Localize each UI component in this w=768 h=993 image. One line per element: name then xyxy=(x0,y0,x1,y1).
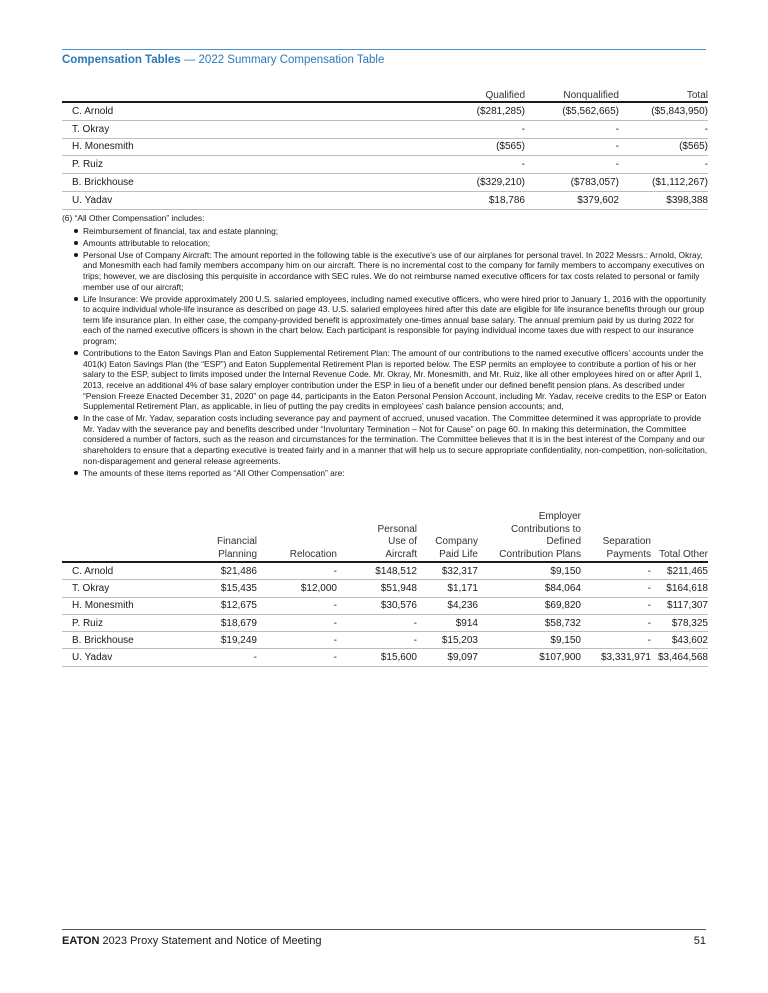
table-cell: ($5,562,665) xyxy=(525,102,619,120)
footer-rule xyxy=(62,929,706,930)
section-separator: — xyxy=(180,54,199,66)
bullet-icon xyxy=(74,253,78,257)
table-row xyxy=(62,102,708,120)
bullet-icon xyxy=(74,229,78,233)
table-cell: - xyxy=(581,580,651,597)
column-header: Financial Planning xyxy=(216,536,257,560)
column-header: Total xyxy=(686,90,708,101)
table-cell: - xyxy=(257,649,337,666)
footnote-bullet xyxy=(62,468,712,479)
table-cell: $4,236 xyxy=(417,597,478,614)
table-cell: - xyxy=(157,649,257,666)
table-cell: - xyxy=(337,614,417,631)
table-cell: - xyxy=(442,156,525,174)
table-row xyxy=(62,614,708,631)
table-cell: $12,675 xyxy=(157,597,257,614)
table-cell: - xyxy=(337,632,417,649)
table-cell: - xyxy=(581,597,651,614)
table-cell: $84,064 xyxy=(478,580,581,597)
column-header: Employer Contributions to Defined Contribution Plans xyxy=(499,511,581,560)
table-cell: - xyxy=(581,632,651,649)
table-row xyxy=(62,597,708,614)
footer-brand: EATON xyxy=(62,935,100,947)
all-other-compensation-table xyxy=(62,509,708,667)
footnote-bullet xyxy=(62,250,712,292)
column-header: Separation Payments xyxy=(602,536,651,560)
table-cell: ($783,057) xyxy=(525,174,619,192)
section-subtitle: 2022 Summary Compensation Table xyxy=(198,54,385,66)
table-cell: - xyxy=(525,120,619,138)
table-cell: $9,150 xyxy=(478,562,581,580)
bullet-icon xyxy=(74,351,78,355)
table-header-row xyxy=(62,85,708,102)
header-rule xyxy=(62,49,706,50)
footnotes xyxy=(62,213,712,480)
table-cell: - xyxy=(257,614,337,631)
table-cell: - xyxy=(257,562,337,580)
section-title: Compensation Tables xyxy=(62,54,181,66)
footnote-bullet xyxy=(62,238,712,249)
table-row xyxy=(62,174,708,192)
column-header xyxy=(62,85,442,102)
column-header: Total Other xyxy=(659,548,708,560)
table-row xyxy=(62,138,708,156)
executive-name: H. Monesmith xyxy=(62,138,442,156)
table-cell: ($281,285) xyxy=(442,102,525,120)
executive-name: B. Brickhouse xyxy=(62,632,157,649)
executive-name: P. Ruiz xyxy=(62,156,442,174)
column-header xyxy=(62,509,157,562)
table-cell: $30,576 xyxy=(337,597,417,614)
executive-name: T. Okray xyxy=(62,580,157,597)
executive-name: B. Brickhouse xyxy=(62,174,442,192)
table-header-row xyxy=(62,509,708,562)
column-header: Nonqualified xyxy=(563,90,619,101)
bullet-icon xyxy=(74,471,78,475)
table-cell: $21,486 xyxy=(157,562,257,580)
bullet-text: Life Insurance: We provide approximately 200 U.S. salaried employees, including named executive officers, who were hired prior to January 1, 2016 with the opportunity to acquire individual whole-life insurance as described on page 43. U.S. salaried employees hired after this date are eligible for life insurance benefits through our group term life insurance plan. In either case, the company-provided benefit is approximately one-times annual base salary. The annual premium paid by us during 2022 for each of the named executive officers is shown in the chart below. Each participant is responsible for paying individual income taxes due with respect to our insurance program; xyxy=(83,293,707,347)
table-cell: - xyxy=(619,120,708,138)
footnote-bullet xyxy=(62,348,712,412)
table-row xyxy=(62,156,708,174)
table-cell: - xyxy=(525,138,619,156)
footer-title xyxy=(62,935,321,947)
bullet-text: Reimbursement of financial, tax and estate planning; xyxy=(83,225,279,236)
executive-name: T. Okray xyxy=(62,120,442,138)
page-number: 51 xyxy=(693,935,706,947)
footnote-intro: (6) “All Other Compensation” includes: xyxy=(62,213,205,223)
executive-name: U. Yadav xyxy=(62,649,157,666)
table-cell: $9,150 xyxy=(478,632,581,649)
table-cell: - xyxy=(581,614,651,631)
executive-name: C. Arnold xyxy=(62,562,157,580)
table-cell: ($565) xyxy=(442,138,525,156)
table-cell: - xyxy=(257,632,337,649)
executive-name: C. Arnold xyxy=(62,102,442,120)
table-cell: $43,602 xyxy=(651,632,708,649)
executive-name: H. Monesmith xyxy=(62,597,157,614)
footnote-bullet xyxy=(62,226,712,237)
footnote-bullet xyxy=(62,294,712,347)
column-header: Company Paid Life xyxy=(435,536,478,560)
section-header xyxy=(62,54,384,66)
bullet-icon xyxy=(74,416,78,420)
table-cell: $914 xyxy=(417,614,478,631)
bullet-text: The amounts of these items reported as “All Other Compensation” are: xyxy=(83,467,345,478)
table-cell: ($329,210) xyxy=(442,174,525,192)
table-cell: $18,679 xyxy=(157,614,257,631)
table-cell: $398,388 xyxy=(619,191,708,209)
table-row xyxy=(62,562,708,580)
footnote-bullet xyxy=(62,413,712,466)
column-header: Qualified xyxy=(485,90,525,101)
column-header: Relocation xyxy=(289,548,337,560)
bullet-text: Personal Use of Company Aircraft: The amount reported in the following table is the executive’s use of our airplanes for personal travel. In 2022 Messrs.: Arnold, Okray, and Monesmith each had family members accompany him on our aircraft. There is no incremental cost to the company for family members to accompany executives on trips; however, we are disclosing this perquisite in accordance with SEC rules. We do not reimburse named executive officers for tax costs related to personal or family member use of our aircraft; xyxy=(83,249,705,292)
table-cell: ($5,843,950) xyxy=(619,102,708,120)
bullet-text: Amounts attributable to relocation; xyxy=(83,237,211,248)
table-cell: - xyxy=(525,156,619,174)
table-cell: $164,618 xyxy=(651,580,708,597)
page-footer xyxy=(62,935,706,947)
table-cell: $78,325 xyxy=(651,614,708,631)
table-cell: $15,203 xyxy=(417,632,478,649)
table-cell: - xyxy=(581,562,651,580)
table-row xyxy=(62,580,708,597)
table-cell: $19,249 xyxy=(157,632,257,649)
table-cell: $51,948 xyxy=(337,580,417,597)
table-row xyxy=(62,649,708,666)
bullet-icon xyxy=(74,297,78,301)
pension-change-table xyxy=(62,85,708,210)
bullet-text: Contributions to the Eaton Savings Plan and Eaton Supplemental Retirement Plan: The amount of our contributions to the named executive officers’ accounts under the 401(k) Eaton Savings Plan (the “ESP”) and Eaton Supplemental Retirement Plan is reported below. The ESP permits an employee to contribute a portion of his or her salary to the ESP, subject to limits imposed under the Internal Revenue Code. Mr. Okray, Mr. Monesmith, and Mr. Ruiz, like all other employees hired on or after April 1, 2013, receive an additional 4% of base salary employer contribution under the ESP in lieu of a benefit under our defined benefit pension plans. As described under “Pension Freeze Enacted December 31, 2020” on page 44, participants in the Eaton Personal Pension Account, including Mr. Yadav, receive credits to the ESP or Eaton Supplemental Retirement Plan, as applicable, in lieu of putting the pay credits in employees’ cash balance pension accounts; and, xyxy=(83,348,707,412)
table-cell: $32,317 xyxy=(417,562,478,580)
table-row xyxy=(62,120,708,138)
table-row xyxy=(62,632,708,649)
footer-text: 2023 Proxy Statement and Notice of Meeting xyxy=(99,935,322,947)
table-cell: $15,435 xyxy=(157,580,257,597)
table-cell: $1,171 xyxy=(417,580,478,597)
table-cell: $117,307 xyxy=(651,597,708,614)
table-cell: $3,331,971 xyxy=(581,649,651,666)
executive-name: U. Yadav xyxy=(62,191,442,209)
table-cell: $3,464,568 xyxy=(651,649,708,666)
column-header: Personal Use of Aircraft xyxy=(377,523,417,560)
table-cell: ($565) xyxy=(619,138,708,156)
table-cell: - xyxy=(442,120,525,138)
bullet-icon xyxy=(74,241,78,245)
table-cell: $148,512 xyxy=(337,562,417,580)
table-cell: $15,600 xyxy=(337,649,417,666)
table-cell: $12,000 xyxy=(257,580,337,597)
table-cell: $18,786 xyxy=(442,191,525,209)
bullet-text: In the case of Mr. Yadav, separation costs including severance pay and payment of accrued, unused vacation. The Committee determined it was appropriate to provide Mr. Yadav with the severance pay and benefits described under “Involuntary Termination – Not for Cause” on page 60. In making this determination, the Committee considered a number of factors, such as the reason and circumstances for the termination. The Committee believes that it is in the best interest of the Company and our shareholders to ensure that a departing executive is treated fairly and in a manner that will help us to secure appropriate confidentiality, non-competition, non-solicitation, non-disparagement and general release agreements. xyxy=(83,413,708,466)
table-cell: $58,732 xyxy=(478,614,581,631)
table-cell: $211,465 xyxy=(651,562,708,580)
table-cell: - xyxy=(257,597,337,614)
table-cell: ($1,112,267) xyxy=(619,174,708,192)
table-cell: - xyxy=(619,156,708,174)
table-cell: $9,097 xyxy=(417,649,478,666)
table-cell: $69,820 xyxy=(478,597,581,614)
table-row xyxy=(62,191,708,209)
table-cell: $107,900 xyxy=(478,649,581,666)
footnote-list xyxy=(62,226,712,479)
executive-name: P. Ruiz xyxy=(62,614,157,631)
table-cell: $379,602 xyxy=(525,191,619,209)
